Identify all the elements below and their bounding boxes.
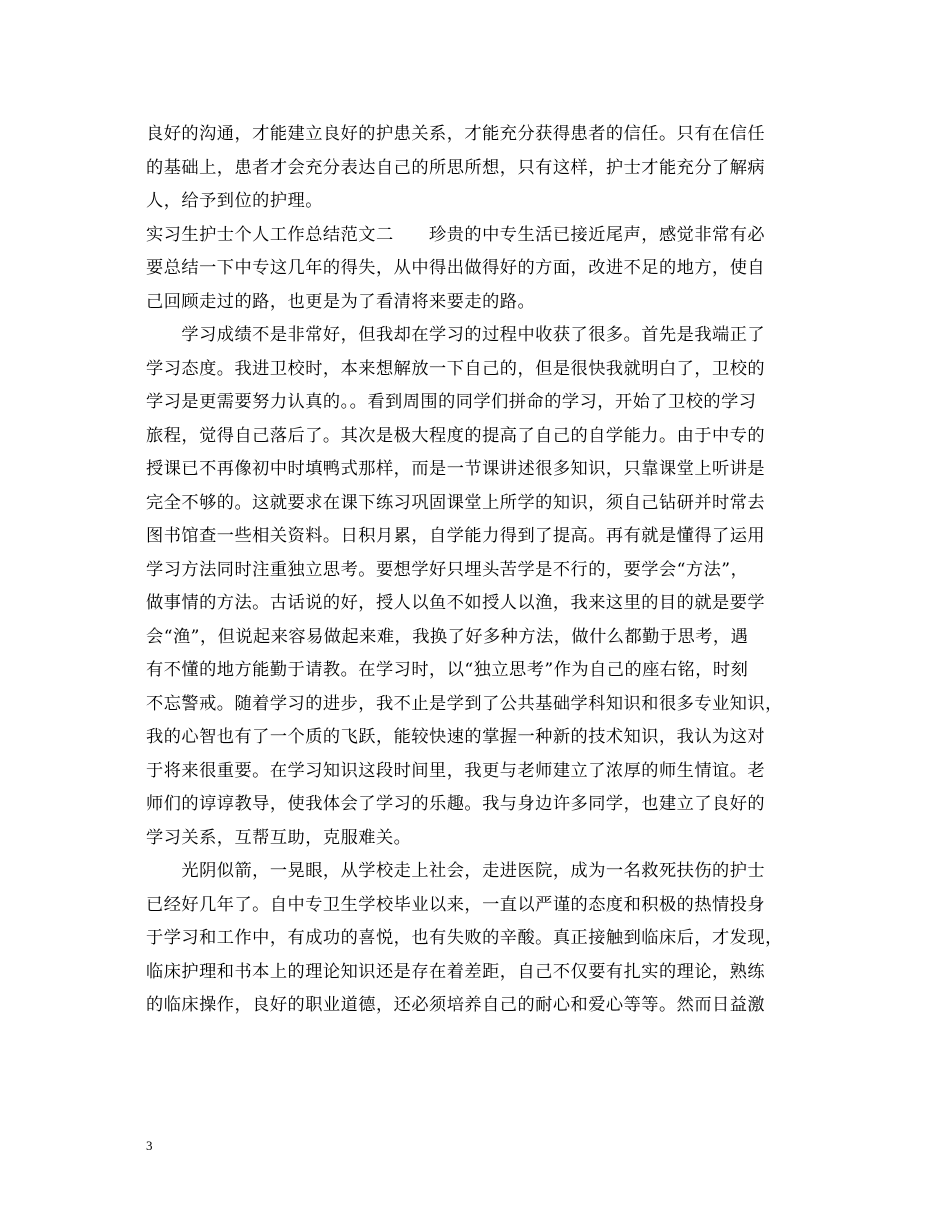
text-line: 学习关系，互帮互助，克服难关。	[146, 827, 412, 848]
text-line: 于将来很重要。在学习知识这段时间里，我更与老师建立了浓厚的师生情谊。老	[146, 760, 766, 781]
text-line: 图书馆查一些相关资料。日积月累，自学能力得到了提高。再有就是懂得了运用	[146, 526, 766, 546]
text-line: 我的心智也有了一个质的飞跃，能较快速的掌握一种新的技术知识，我认为这对	[146, 727, 766, 747]
text-line: 已经好几年了。自中专卫生学校毕业以来，一直以严谨的态度和积极的热情投身	[146, 894, 766, 915]
text-line: 学习成绩不是非常好，但我却在学习的过程中收获了很多。首先是我端正了	[146, 325, 766, 345]
text-line: 师们的谆谆教导，使我体会了学习的乐趣。我与身边许多同学，也建立了良好的	[146, 794, 766, 814]
text-line: 会“渔”，但说起来容易做起来难，我换了好多种方法，做什么都勤于思考，遇	[146, 626, 749, 647]
text-line: 完全不够的。这就要求在课下练习巩固课堂上所学的知识，须自己钻研并时常去	[146, 492, 766, 513]
text-line: 学习是更需要努力认真的。。看到周围的同学们拼命的学习，开始了卫校的学习	[146, 392, 757, 412]
body-text	[146, 118, 810, 1023]
text-line: 授课已不再像初中时填鸭式那样，而是一节课讲述很多知识，只靠课堂上听讲是	[146, 459, 766, 479]
text-line: 临床护理和书本上的理论知识还是存在着差距，自己不仅要有扎实的理论，熟练	[146, 961, 766, 982]
text-line: 有不懂的地方能勤于请教。在学习时，以“独立思考”作为自己的座右铭，时刻	[146, 660, 749, 680]
text-line: 人，给予到位的护理。	[146, 191, 323, 211]
text-line: 学习态度。我进卫校时，本来想解放一下自己的，但是很快我就明白了，卫校的	[146, 358, 766, 379]
text-line: 于学习和工作中，有成功的喜悦，也有失败的辛酸。真正接触到临床后，才发现，	[146, 928, 783, 948]
text-line: 做事情的方法。古话说的好，授人以鱼不如授人以渔，我来这里的目的就是要学	[146, 593, 766, 613]
text-line: 不忘警戒。随着学习的进步，我不止是学到了公共基础学科知识和很多专业知识，	[146, 693, 783, 714]
text-line: 要总结一下中专这几年的得失，从中得出做得好的方面，改进不足的地方，使自	[146, 258, 766, 278]
text-line: 良好的沟通，才能建立良好的护患关系，才能充分获得患者的信任。只有在信任	[146, 124, 766, 144]
text-line: 己回顾走过的路，也更是为了看清将来要走的路。	[146, 291, 536, 312]
text-line: 学习方法同时注重独立思考。要想学好只埋头苦学是不行的，要学会“方法”，	[146, 559, 749, 580]
text-line: 的临床操作，良好的职业道德，还必须培养自己的耐心和爱心等等。然而日益激	[146, 995, 766, 1015]
text-line: 的基础上，患者才会充分表达自己的所思所想，只有这样，护士才能充分了解病	[146, 157, 766, 178]
text-line: 旅程，觉得自己落后了。其次是极大程度的提高了自己的自学能力。由于中专的	[146, 425, 766, 446]
page-number: 3	[146, 1138, 153, 1153]
text-line: 光阴似箭，一晃眼，从学校走上社会，走进医院，成为一名救死扶伤的护士	[146, 861, 766, 881]
section-heading-line: 实习生护士个人工作总结范文二 珍贵的中专生活已接近尾声，感觉非常有必	[146, 224, 766, 245]
